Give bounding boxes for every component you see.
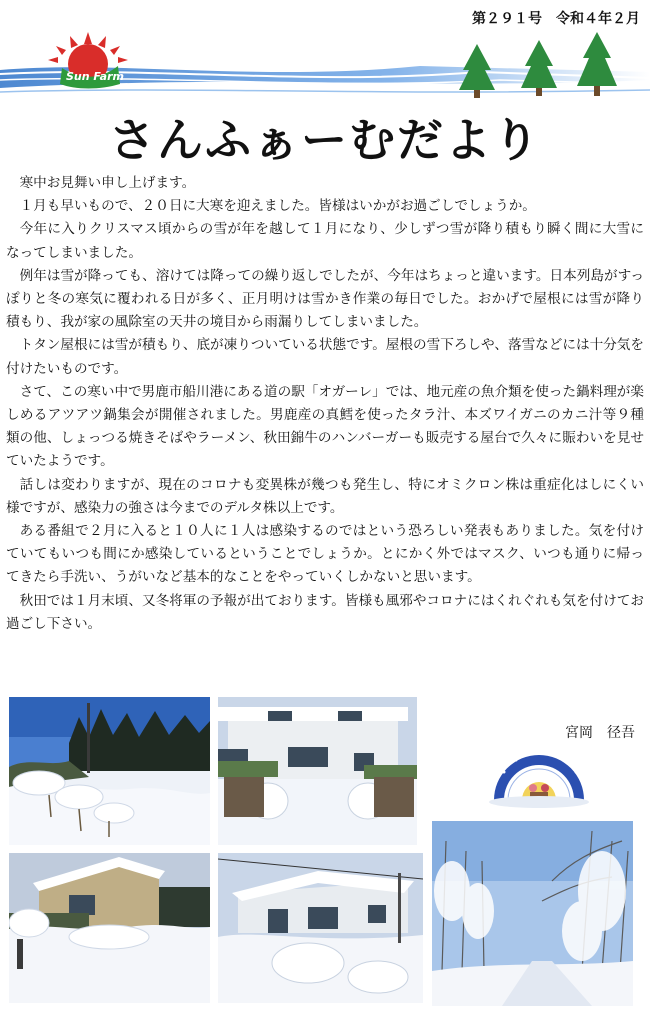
photo-house-snow-front xyxy=(218,697,417,845)
photo-snowy-forest-path xyxy=(432,821,633,1006)
photo-house-snow-side xyxy=(9,853,210,1003)
photo-snow-yard-house xyxy=(218,853,423,1003)
issue-number: 第２９１号 令和４年２月 xyxy=(472,11,640,27)
pine-trees-icon xyxy=(455,30,625,100)
igloo-illustration xyxy=(486,742,592,810)
paragraph: 秋田では１月末頃、又冬将軍の予報が出ております。皆様も風邪やコロナにはくれぐれも気を付けてお過ごし下さい。 xyxy=(6,592,644,632)
photo-snow-hedge-trees xyxy=(9,697,210,845)
paragraph: 寒中お見舞い申し上げます。 xyxy=(19,175,196,191)
paragraph: 今年に入りクリスマス頃からの雪が年を越して１月になり、少しずつ雪が降り積もり瞬く間に大雪になってしまいました。 xyxy=(6,221,644,261)
paragraph: 例年は雪が降っても、溶けては降っての繰り返しでしたが、今年はちょっと違います。日本列島がすっぽりと冬の寒気に覆われる日が多く、正月明けは雪かき作業の毎日でした。おかげで屋根には雪が降り積もり、我が家の風除室の天井の境目から雨漏りしてしまいました。 xyxy=(6,267,644,331)
paragraph: 話しは変わりますが、現在のコロナも変異株が幾つも発生し、特にオミクロン株は重症化はしにくい様ですが、感染力の強さは今までのデルタ株以上です。 xyxy=(6,476,644,516)
paragraph: １月も早いもので、２０日に大寒を迎えました。皆様はいかがお過ごしでしょうか。 xyxy=(19,198,536,215)
paragraph: さて、この寒い中で男鹿市船川港にある道の駅「オガーレ」では、地元産の魚介類を使った鍋料理が楽しめるアツアツ鍋集会が開催されました。男鹿産の真鱈を使ったタラ汁、本ズワイガニのカニ汁等９種類の他、しょっつる焼きそばやラーメン、秋田錦牛のハンバーガーも販売する屋台で久々に賑わいを見せていたようです。 xyxy=(6,383,644,470)
page-title: さんふぁーむだより xyxy=(109,113,541,167)
sun-farm-logo xyxy=(40,30,136,92)
paragraph: トタン屋根には雪が積もり、底が凍りついている状態です。屋根の雪下ろしや、落雪などには十分気を付けたいものです。 xyxy=(6,337,644,377)
paragraph: ある番組で２月に入ると１０人に１人は感染するのではという恐ろしい発表もありました。気を付けていてもいつも間にか感染しているということでしょうか。とにかく外ではマスク、いつも通りに帰ってきたら手洗い、うがいなど基本的なことをやっていくしかないと思います。 xyxy=(6,523,644,586)
article-body xyxy=(6,172,644,636)
logo-text: Sun Farm xyxy=(66,70,124,83)
author-name: 宮岡 径吾 xyxy=(565,725,635,741)
